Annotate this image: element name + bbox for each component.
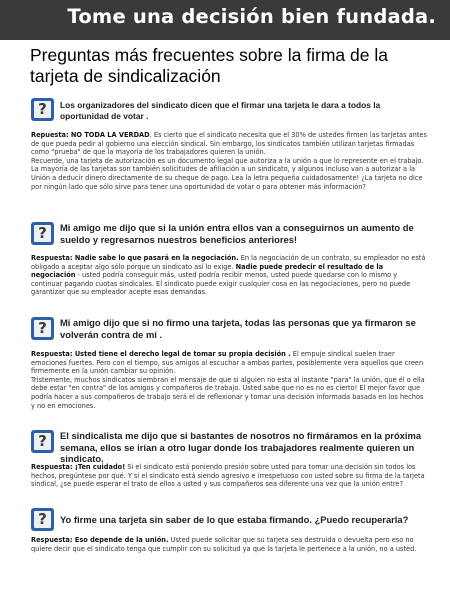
faq-1-question: Los organizadores del sindicato dicen que el firmar una tarjeta le dara a todos la oportunidad de votar . xyxy=(60,100,381,121)
faq-3-answer-body: El empuje sindical suelen traer emociones fuertes. Pero con el tiempo, sus amigos al escuchar a ambas partes, posiblemente vera aquellos que creen firmemente en la unión cambiar su opinión. xyxy=(31,350,424,376)
faq-3-question: Mi amigo dijo que si no firmo una tarjeta, todas las personas que ya firmaron se volverán contra de mí . xyxy=(60,317,416,340)
faq-1-answer-body: . Es cierto que el sindicato necesita que el 30% de ustedes firmen las tarjetas antes de que pueda pedir al gobierno una elección sindical. Sin embargo, los sindicatos también utilizan tarjetas firmadas como "prueba" de que la mayoría de los trabajadores quieren la unión. xyxy=(31,131,427,157)
faq-3-answer-lead: Respuesta: Usted tiene el derecho legal de tomar su propia decisión . xyxy=(31,350,291,358)
faq-5-answer-body: Usted puede solicitar que su tarjeta sea destruida o devuelta pero eso no quiere decir que el sindicato tenga que cumplir con su solicitud ya que la tarjeta le pertenece a la unión, no a usted. xyxy=(31,536,417,553)
faq-4-answer xyxy=(31,463,427,489)
faq-2-answer-lead-2: Nadie puede predecir el resultado de la negociación xyxy=(31,262,384,280)
question-mark-icon: ? xyxy=(31,430,54,453)
question-mark-icon: ? xyxy=(31,222,54,245)
faq-2-answer xyxy=(31,254,427,297)
faq-1-answer-extra: Recuerde, una tarjeta de autorización es un documento legal que autoriza a la unión a que lo represente en el trabajo. La mayoría de las tarjetas son también solicitudes de afiliación a un sindicato, y algunos incluso van a autorizar a la Unión a deducir dinero directamente de su cheque de pago. Lea la letra pequeña cuidadosamente! ¿La tarjeta no dice por ningún lado que sólo sirve para tener una oportunidad de votar o para obtener más información? xyxy=(31,156,424,191)
page-title: Preguntas más frecuentes sobre la firma de la tarjeta de sindicalización xyxy=(30,45,388,86)
faq-4-question: El sindicalista me dijo que si bastantes de nosotros no firmáramos en la próxima semana, ellos se irían a otro lugar donde los trabajadores realmente quieren un sindicato. xyxy=(60,430,422,464)
faq-5-question: Yo firme una tarjeta sin saber de lo que estaba firmando. ¿Puedo recuperarla? xyxy=(60,514,409,525)
faq-5-answer-lead: Respuesta: Eso depende de la unión. xyxy=(31,536,169,544)
title-banner xyxy=(0,0,450,40)
faq-2-answer-lead: Respuesta: Nadie sabe lo que pasará en la negociación. xyxy=(31,254,239,262)
faq-2-question: Mi amigo me dijo que si la unión entra ellos van a conseguirnos un aumento de sueldo y regresarnos nuestros beneficios anteriores! xyxy=(60,222,414,245)
question-mark-icon: ? xyxy=(31,98,54,121)
faq-4-answer-body: Si el sindicato está poniendo presión sobre usted para tomar una decisión sin todos los hechos, pregúntese por qué. Y si el sindicato está siendo agresivo e irrespetuoso con usted sobre su firma de la tarjeta sindical, ¿se puede esperar el trato de ellos a usted y sus compañeros sea diferente una vez que la unión entre? xyxy=(31,463,425,489)
faq-4-answer-lead: Respuesta: ¡Ten cuidado! xyxy=(31,463,126,471)
faq-1-answer xyxy=(31,131,427,191)
faq-2-answer-body: En la negociación de un contrato, su empleador no está obligado a aceptar algo sólo porque un sindicato así lo exige. xyxy=(31,254,426,271)
faq-1-answer-lead: Repuesta: NO TODA LA VERDAD xyxy=(31,131,150,139)
faq-2-answer-body-2: - usted podría conseguir más, usted podría recibir menos, usted puede quedarse con lo mismo y continuar pagando cuotas sindicales. El sindicato puede exigir cualquier cosa en las negociaciones, pero no puede garantizar que su empleador acepte esas demandas. xyxy=(31,271,411,297)
faq-3-answer xyxy=(31,350,427,410)
question-mark-icon: ? xyxy=(31,508,54,531)
faq-5-answer xyxy=(31,536,427,553)
banner-title: Tome una decisión bien fundada. xyxy=(67,5,436,28)
faq-3-answer-extra: Tristemente, muchos sindicatos siembran el mensaje de que si alguien no esta al instante "para" la unión, que él o ella debe estar "en contra" de los amigos y compañeros de trabajo. Usted sabe que no es no es cierto! El mejor favor que podría hacer a sus compañeros de trabajo será el de reflexionar y tomar una decisión informada basada en los hechos y no en emociones. xyxy=(31,375,425,410)
question-mark-icon: ? xyxy=(31,317,54,340)
